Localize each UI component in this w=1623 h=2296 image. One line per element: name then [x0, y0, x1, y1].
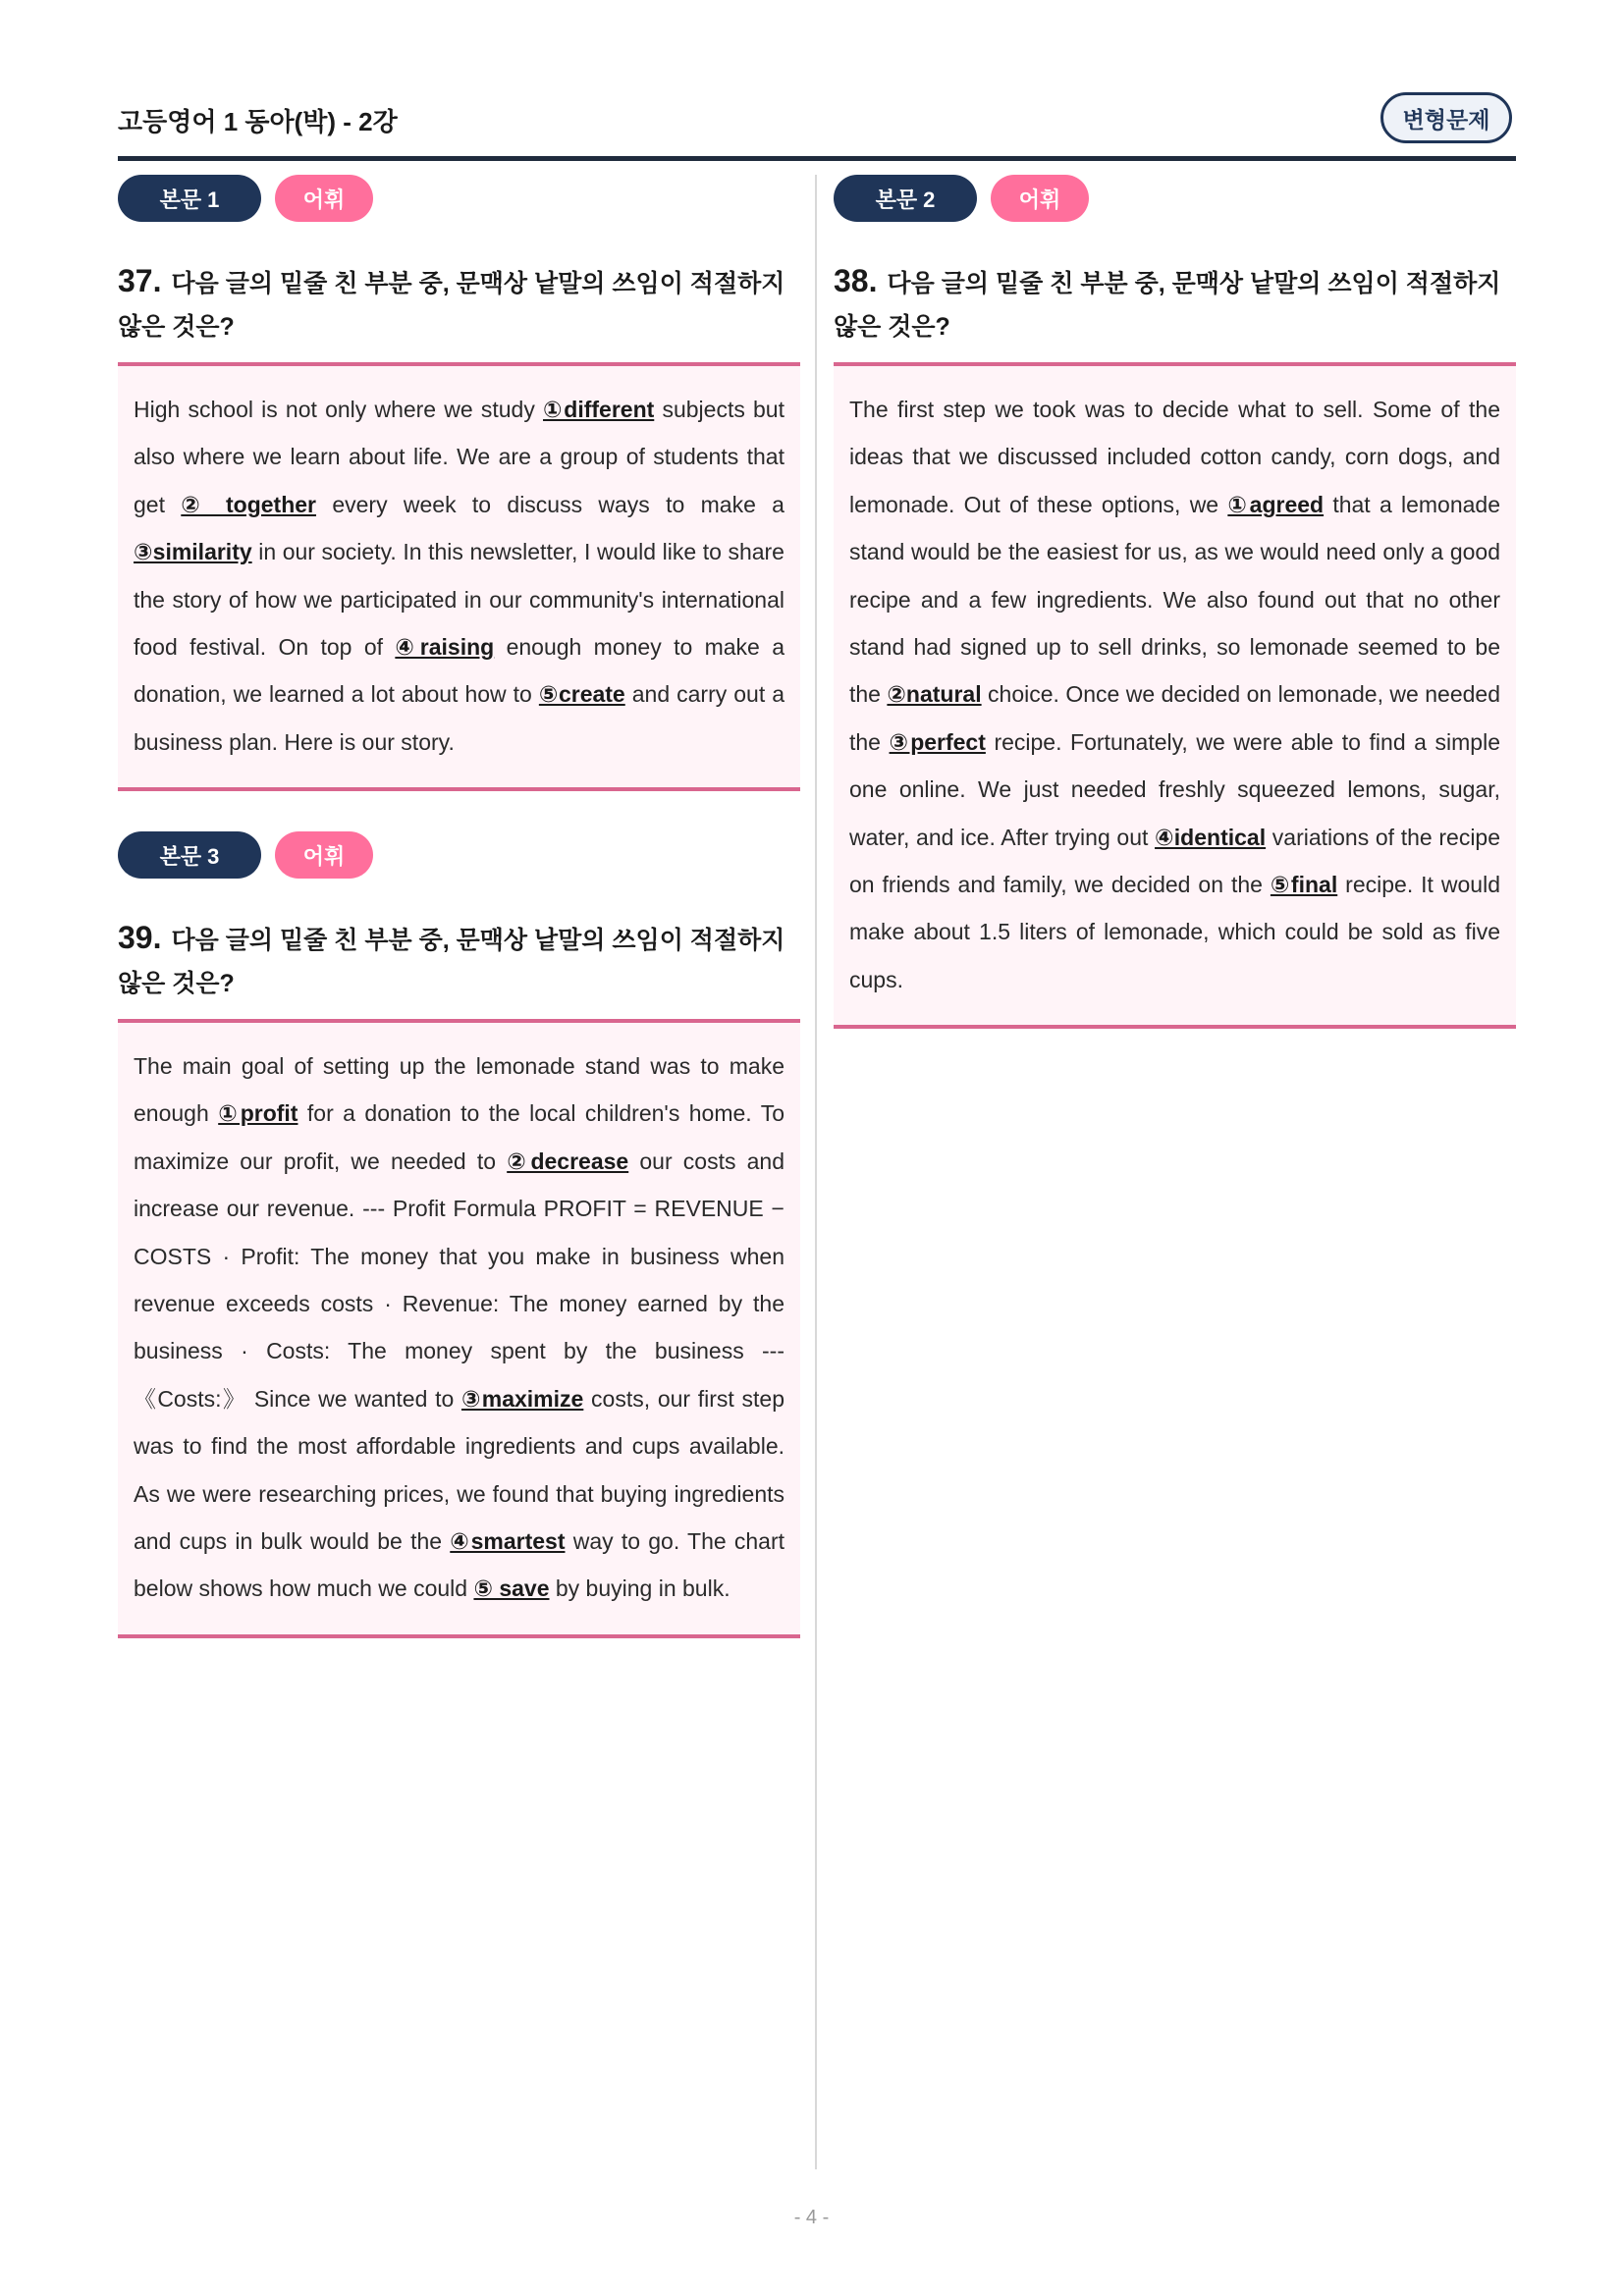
header-divider: [118, 156, 1516, 161]
underlined-choice: ⑤final: [1270, 872, 1338, 898]
question-37: [118, 259, 800, 348]
underlined-choice: ③maximize: [460, 1385, 584, 1412]
passage-text: The main goal of setting up the lemonade stand was to make enough: [134, 1053, 784, 1127]
document-title: 고등영어 1 동아(박) - 2강: [118, 107, 398, 136]
passage-text: that a lemonade stand would be the easiest for us, as we would need only a good recipe and a few ingredients. We also found out that no other stand had signed up to sell drinks, so lemonade seemed to be the: [849, 491, 1500, 708]
passage-tag: 본문 2: [834, 175, 977, 222]
passage-box: [118, 1019, 800, 1638]
vocabulary-tag: 어휘: [275, 175, 373, 222]
question-number: 39.: [118, 920, 162, 955]
section-2: [834, 175, 1516, 1029]
underlined-choice: ①profit: [218, 1100, 298, 1127]
underlined-choice: ②decrease: [507, 1148, 629, 1174]
question-38: [834, 259, 1516, 348]
passage-box: [118, 362, 800, 791]
passage-text: recipe. It would make about 1.5 liters of lemonade, which could be sold as five cups.: [849, 872, 1500, 992]
passage-text: choice. Once we decided on lemonade, we needed the: [849, 681, 1500, 755]
vocabulary-tag: 어휘: [991, 175, 1089, 222]
column-divider: [815, 175, 817, 2169]
passage-text: The first step we took was to decide what to sell. Some of the ideas that we discussed included cotton candy, corn dogs, and lemonade. Out of these options, we: [849, 397, 1500, 517]
underlined-choice: ③similarity: [134, 539, 252, 565]
underlined-choice: ①agreed: [1227, 491, 1325, 517]
passage-tag: 본문 1: [118, 175, 261, 222]
underlined-choice: ④smartest: [450, 1528, 566, 1555]
passage-text: High school is not only where we study: [134, 397, 544, 422]
passage-text: costs, our first step was to find the most affordable ingredients and cups available. As we were researching prices, we found that buying ingredients and cups in bulk would be the: [134, 1385, 784, 1555]
passage-text: every week to discuss ways to make a: [316, 491, 784, 517]
underlined-choice: ①different: [543, 397, 655, 422]
passage-text: in our society. In this newsletter, I would like to share the story of how we participated in our community's international food festival. On top of: [134, 539, 784, 661]
section-tags: [834, 175, 1516, 222]
passage-text: recipe. Fortunately, we were able to find a simple one online. We just needed freshly squeezed lemons, sugar, water, and ice. After trying out: [849, 728, 1500, 850]
passage-text: variations of the recipe on friends and family, we decided on the: [849, 824, 1501, 898]
underlined-choice: ⑤ save: [473, 1575, 550, 1602]
passage-text: enough money to make a donation, we learned a lot about how to: [134, 634, 784, 708]
question-text: 다음 글의 밑줄 친 부분 중, 문맥상 낱말의 쓰임이 적절하지 않은 것은?: [118, 927, 785, 997]
underlined-choice: ⑤create: [538, 681, 625, 708]
underlined-choice: ② together: [181, 491, 317, 517]
section-3: [118, 831, 800, 1638]
passage-text: by buying in bulk.: [549, 1575, 730, 1602]
passage-box: [834, 362, 1516, 1029]
underlined-choice: ④raising: [395, 634, 495, 661]
underlined-choice: ②natural: [887, 681, 982, 708]
underlined-choice: ③perfect: [889, 728, 986, 755]
passage-text: our costs and increase our revenue. --- Profit Formula PROFIT = REVENUE − COSTS · Profit: The money that you make in business when revenue exceeds costs · Revenue: The money earned by the business · Costs: The money spent by the business --- 《Costs:》 Since we wanted to: [134, 1148, 784, 1412]
passage-text: and carry out a business plan. Here is our story.: [134, 681, 785, 755]
underlined-choice: ④identical: [1155, 824, 1267, 850]
section-tags: [118, 831, 800, 879]
question-39: [118, 916, 800, 1005]
question-number: 37.: [118, 263, 162, 298]
variant-badge: 변형문제: [1380, 92, 1512, 143]
section-1: [118, 175, 800, 791]
passage-text: subjects but also where we learn about life. We are a group of students that get: [134, 397, 784, 517]
question-number: 38.: [834, 263, 878, 298]
passage-text: way to go. The chart below shows how much we could: [134, 1528, 785, 1602]
passage-tag: 본문 3: [118, 831, 261, 879]
section-tags: [118, 175, 800, 222]
page-number: - 4 -: [793, 2207, 830, 2228]
passage-text: for a donation to the local children's home. To maximize our profit, we needed to: [134, 1100, 784, 1174]
question-text: 다음 글의 밑줄 친 부분 중, 문맥상 낱말의 쓰임이 적절하지 않은 것은?: [118, 270, 785, 341]
question-text: 다음 글의 밑줄 친 부분 중, 문맥상 낱말의 쓰임이 적절하지 않은 것은?: [834, 270, 1501, 341]
vocabulary-tag: 어휘: [275, 831, 373, 879]
